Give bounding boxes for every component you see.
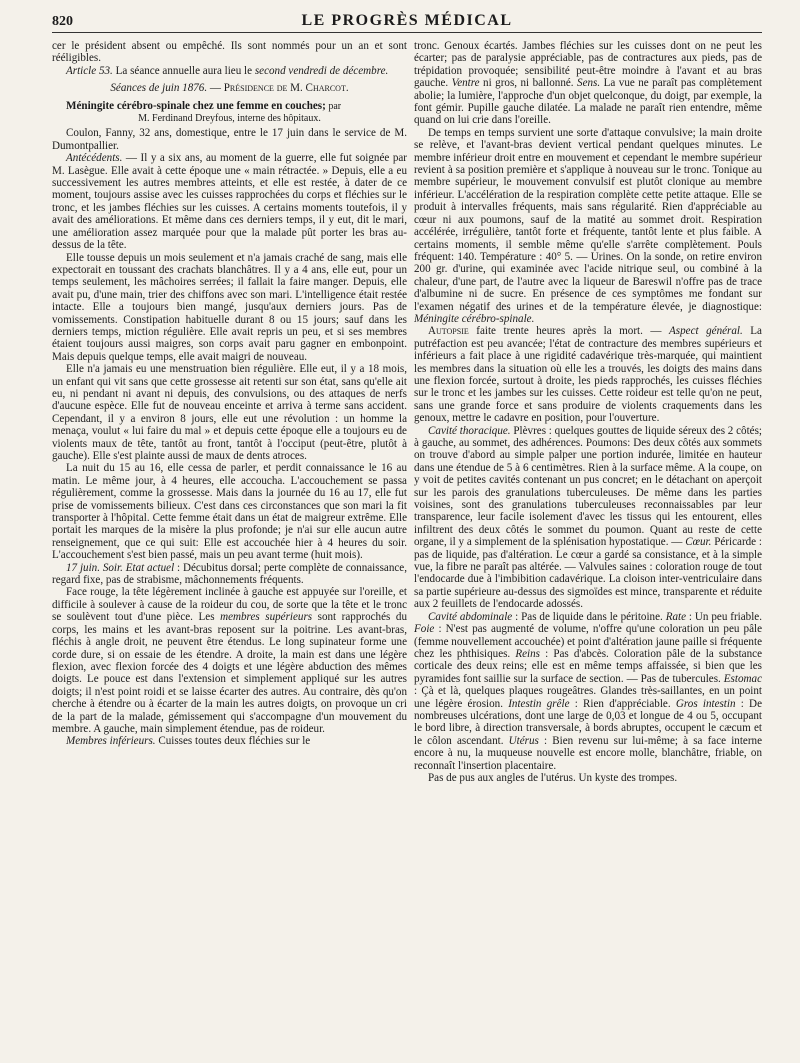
emphasis: Sens.	[577, 77, 601, 90]
article-title	[52, 100, 407, 113]
article-byline: M. Ferdinand Dreyfous, interne des hôpitaux.	[138, 113, 321, 125]
diagnosis: Méningite cérébro-spinale.	[414, 312, 535, 325]
emphasis: Aspect général.	[669, 325, 743, 338]
paragraph-text: ni gros, ni ballonné.	[479, 77, 578, 90]
paragraph: Coulon, Fanny, 32 ans, domestique, entre le 17 juin dans le service de M. Dumontpallier.	[52, 127, 407, 152]
paragraph-text: La vue ne paraît pas complètement abolie; la lumière, l'approche d'un objet quelconque, du doigt, par exemple, la font gémir. Pupille gauche dilatée. La malade ne paraît rien entendre, même quand on lui crie dans l'oreille.	[414, 77, 762, 127]
paragraph-text: : Pas de liquide dans le péritoine.	[512, 610, 666, 623]
antecedents-paragraph	[52, 152, 407, 251]
left-column	[52, 40, 407, 1055]
cavite-thoracique-paragraph	[414, 425, 762, 611]
paragraph-text: : Çà et là, quelques plaques rougeâtres. Glandes très-saillantes, en un point une légère érosion.	[414, 685, 762, 710]
paragraph	[414, 40, 762, 127]
right-column	[414, 40, 762, 1055]
paragraph-text: : De nombreuses ulcérations, dont une large de 0,03 et longue de 4 ou 5, occupant le bord libre, à direction transversale, à bords abruptes, occupent le cæcum et le côlon ascendant.	[414, 697, 762, 747]
paragraph-text: — Il y a six ans, au moment de la guerre, elle fut soignée par M. Lasègue. Elle avait à cette époque une « main rétractée. » Depuis, elle a eu successivement les autres membres atteints, et elle est restée, à dater de ce moment, toujours assise avec les cuisses rapprochées du corps et fléchies sur le tronc, et les jambes fléchies sur les cuisses. A certains moments toutefois, il y avait des améliorations. Et même dans ces derniers temps, il y eut, dit le mari, une amélioration assez marquée pour que la malade pût porter les bras au-dessus de la tête.	[52, 152, 407, 252]
paragraph-text: Plèvres : quelques gouttes de liquide séreux des 2 côtés; à gauche, au sommet, des adhérences. Poumons: Des deux côtés aux sommets on trouve d'abord au simple palper une portion indurée, limitée en hauteur dans une étendue de 5 à 6 centimètres. Rien à la surface même. A la coupe, on y voit de petites cavités contenant un pus concret; en le détachant on aperçoit sur les parois des granulations tuberculeuses. De même dans les parties voisines, sont des granulations tuberculeuses reconnaissables par leur transparence, leur facile isolement d'avec les tissus qui les entourent, elles infiltrent des deux côtés le sommet du poumon. Quant au reste de cette organe, il y a simplement de la splénisation hypostatique. —	[414, 424, 762, 549]
emphasis: Foie	[414, 623, 435, 636]
paragraph	[414, 127, 762, 326]
emphasis: Ventre	[451, 77, 480, 90]
journal-title: LE PROGRÈS MÉDICAL	[301, 12, 513, 29]
paragraph-text: : N'est pas augmenté de volume, n'offre qu'une coloration un peu pâle (femme nouvellement accouchée) et point d'altération jaune paille si fréquente chez les phthisiques.	[414, 623, 762, 660]
section-lead: Cavité thoracique.	[428, 424, 511, 437]
emphasis: Rate	[665, 610, 687, 623]
session-date-line	[52, 82, 407, 94]
article-title-text: Méningite cérébro-spinale chez une femme en couches;	[66, 99, 326, 112]
page-number: 820	[52, 14, 73, 29]
paragraph-text: De temps en temps survient une sorte d'attaque convulsive; la main droite se relève, et l'avant-bras devient vertical pendant quelques minutes. Le membre inférieur droit entre en mouvement et cependant le membre supérieur revient à sa position première et s'applique à nouveau sur le tronc. Tonique au membre supérieur, le mouvement convulsif est plutôt clonique au membre inférieur. L'accélération de la respiration complète cette petite attaque. Elle se produit à intervalles fréquents, mais sans régularité. Rien d'appréciable au cœur ni aux poumons, sauf de la matité au sommet droit. Respiration accélérée, irrégulière, tantôt forte et fréquente, tantôt lente et plus faible. A certains moments, il semble même qu'elle s'arrête complètement. Pouls fréquent: 140. Température : 40° 5. — Urines. On la sonde, on retire environ 200 gr. d'urine, qui examinée avec l'acide nitrique seul, ou combiné à la chaleur, d'une part, de l'autre avec la liqueur de Bareswil n'offre pas de trace d'albumine ni de sucre. En présence de ces symptômes me fondant sur l'examen négatif des urines et de la température élevée, je diagnostique:	[414, 126, 762, 313]
paragraph-text: sont rapprochés du corps, les mains et les avant-bras reposent sur la poitrine. Les avant-bras, fléchis à angle droit, ne peuvent être étendus. Le long supinateur forme une corde dure, si on essaie de les étendre. A droite, la main est dans une légère flexion, avec flexion forcée des 4 doigts et une légère abduction des mêmes doigts. Le pouce est dans l'extension et simplement appliqué sur les autres doigts; il n'est point roidi et se laisse écarter des autres. Au contraire, dès qu'on cherche à étendre ou à écarter de la main les autres doigts, on provoque un cri de la part de la malade, gémissement qui s'accompagne d'un mouvement du membre. A gauche, main simplement étendue, pas de roideur.	[52, 611, 407, 735]
paragraph-text: La putréfaction est peu avancée; l'état de contracture des membres supérieurs et inférieurs a fait place à une rigidité cadavérique très-marquée, qui maintient les membres dans la situation où elle les a trouvés, les doigts des mains dans une flexion forcée, surtout à droite, les pieds rapprochés, les cuisses fléchies sur le tronc et les jambes sur les cuisses. Cette roideur est telle qu'on ne peut, sans une grande force et sans produire de violents craquements dans les genoux, mettre le cadavre en position, pour l'ouverture.	[414, 325, 762, 425]
article-par: par	[325, 100, 342, 112]
emphasis: Reins	[515, 647, 540, 660]
emphasis: Estomac	[723, 672, 762, 685]
paragraph-text: faite trente heures après la mort. —	[468, 325, 670, 338]
etat-actuel-paragraph	[52, 562, 407, 587]
paragraph	[52, 586, 407, 735]
paragraph: Elle n'a jamais eu une menstruation bien régulière. Elle eut, il y a 18 mois, un enfant qui vit sans que cette grossesse ait retenti sur son état, sans qu'elle ait eu, ni pendant ni avant ni depuis, des convulsions, ou des attaques de nerfs d'aucune espèce. Elle fut de nouveau enceinte et arriva à terme sans accident. Cependant, il y a environ 8 jours, elle eut une révolution : un homme la menaça, voulut « lui faire du mal » et depuis cette époque elle a toujours eu de violents maux de tête, tantôt au front, tantôt à l'occiput (peut-être, plutôt à gauche). Elle s'est plainte aussi de maux de dents atroces.	[52, 363, 407, 462]
emphasis: Intestin grêle	[508, 697, 570, 710]
article-label: Article 53.	[66, 64, 113, 77]
emphasis: second vendredi de décembre.	[254, 64, 389, 77]
paragraph: Elle tousse depuis un mois seulement et n'a jamais craché de sang, mais elle expectorait en toussant des crachats blanchâtres. Il y a 4 ans, elle eut, pour un temps seulement, les mâchoires serrées; il fallait la faire manger. Depuis, elle avait pu, d'une main, trier des chiffons avec son mari. L'intelligence était restée intacte. Elle a toujours bien mangé, jusqu'aux derniers jours. Pas de vomissements. Constipation habituelle durant 8 ou 15 jours; sauf dans les derniers temps, miction régulière. Elle avait repris un peu, et si ses membres étaient toujours aussi maigres, son corps avait paru gagner en embonpoint. Mais depuis quelque temps, elle avait maigri de nouveau.	[52, 251, 407, 363]
section-lead: 17 juin. Soir. Etat actuel	[66, 561, 175, 574]
paragraph-text: : Rien d'appréciable.	[569, 697, 676, 710]
page-header	[52, 10, 762, 33]
section-lead: Antécédents.	[66, 152, 123, 165]
presidence: — Présidence de M. Charcot.	[207, 82, 349, 95]
paragraph-text: La séance annuelle aura lieu le	[112, 64, 255, 77]
paragraph-text: : Bien revenu sur lui-même; à sa face interne encore à nu, la muqueuse nouvelle est encore molle, blanchâtre, friable, on reconnaît l'insertion placentaire.	[414, 734, 762, 772]
paragraph: La nuit du 15 au 16, elle cessa de parler, et perdit connaissance le 16 au matin. Le même jour, à 4 heures, elle accoucha. L'accouchement se passa régulièrement, comme la grossesse. Mais dans la journée du 16 au 17, elle fut prise de vomissements bilieux. C'est dans ces circonstances que son mari la fit transporter à l'hôpital. Cette femme était dans un état de maigreur extrême. Elle portait les marques de la misère la plus profonde; je n'ai sur elle aucun autre renseignement, que ce qui suit: Elle est accouchée hier à 4 heures du soir. L'accouchement s'est bien passé, mais un peu avant terme (huit mois).	[52, 462, 407, 562]
paragraph-text: tronc. Genoux écartés. Jambes fléchies sur les cuisses dont on ne peut les écarter; pas de paralysie appréciable, pas de contractures aux pieds, pas de trépidation provoquée; sensibilité peut-être moindre à l'avant et au bras gauche.	[414, 40, 762, 90]
section-lead: Cavité abdominale	[428, 610, 513, 623]
article-53-paragraph	[52, 65, 407, 77]
autopsie-paragraph	[414, 325, 762, 424]
cavite-abdominale-paragraph	[414, 611, 762, 772]
paragraph: cer le président absent ou empêché. Ils sont nommés pour un an et sont rééligibles.	[52, 40, 407, 65]
paragraph-text: : Pas d'abcès. Coloration pâle de la substance corticale des deux reins; elle est en même temps affaissée, si bien que les pyramides font saillie sur la surface de section. — Pas de tubercules.	[414, 647, 762, 685]
emphasis: Gros intestin	[675, 697, 736, 710]
emphasis: membres supérieurs	[220, 611, 313, 624]
paragraph-text: Cuisses toutes deux fléchies sur le	[155, 735, 311, 748]
paragraph-text: : Décubitus dorsal; perte complète de connaissance, regard fixe, pas de strabisme, mâchonnements fréquents.	[52, 561, 407, 587]
session-date: Séances de juin 1876.	[110, 82, 208, 95]
emphasis: Cœur.	[685, 536, 712, 549]
emphasis: Utérus	[508, 734, 539, 747]
paragraph-text: Péricarde : pas de liquide, pas d'altération. Le cœur a gardé sa consistance, et à la simple vue, la fibre ne paraît pas altérée. — Valvules saines : coloration rouge de tout l'endocarde due à l'imbibition cadavérique. La cloison inter-ventriculaire dans sa partie supérieure au-dessus des sigmoïdes est mince, transparente et réduite aux 2 feuillets de l'endocarde adossés.	[414, 536, 762, 611]
section-lead: Membres inférieurs.	[66, 735, 156, 748]
membres-inferieurs-paragraph	[52, 735, 407, 747]
paragraph: Pas de pus aux angles de l'utérus. Un kyste des trompes.	[428, 771, 678, 784]
section-lead: Autopsie	[428, 325, 469, 338]
paragraph-text: : Un peu friable.	[686, 610, 762, 623]
paragraph-text: Face rouge, la tête légèrement inclinée à gauche est appuyée sur l'oreille, et difficile à soulever à cause de la roideur du cou, de sorte que la tête et le tronc se soulèvent tout d'une pièce. Les	[52, 586, 407, 624]
